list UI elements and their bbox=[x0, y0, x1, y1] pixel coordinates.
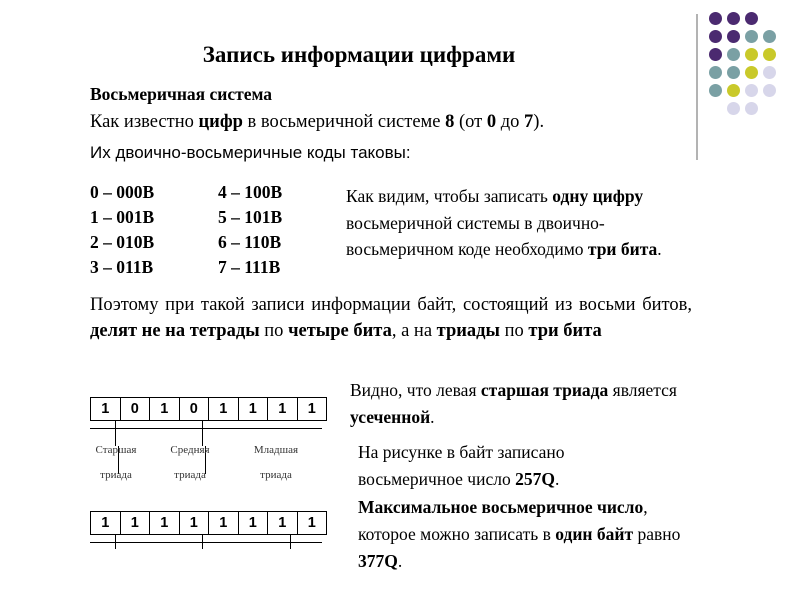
bit-cell: 0 bbox=[180, 398, 210, 420]
text-run: ). bbox=[533, 112, 545, 132]
decor-dot bbox=[745, 48, 758, 61]
decor-dot bbox=[727, 84, 740, 97]
note-truncated-triad bbox=[350, 377, 690, 431]
code-item: 0 – 000B bbox=[90, 182, 155, 202]
bit-cell: 1 bbox=[150, 512, 180, 534]
bit-cell: 1 bbox=[268, 398, 298, 420]
code-item: 6 – 110B bbox=[218, 232, 282, 252]
text-run: Видно, что левая bbox=[350, 380, 481, 400]
decor-dot bbox=[745, 12, 758, 25]
bit-cell: 1 bbox=[150, 398, 180, 420]
section-subtitle: Восьмеричная система bbox=[90, 84, 273, 104]
decor-dot bbox=[745, 102, 758, 115]
text-bold: триады bbox=[436, 321, 500, 341]
bit-cell: 1 bbox=[91, 512, 121, 534]
decor-dot bbox=[745, 66, 758, 79]
code-item: 7 – 111B bbox=[218, 257, 281, 277]
byte-table-1 bbox=[90, 397, 327, 421]
codes-row bbox=[90, 255, 282, 280]
text-run: , а на bbox=[391, 321, 437, 341]
bit-cell: 1 bbox=[239, 398, 269, 420]
text-bold: 377Q bbox=[358, 551, 398, 571]
decor-dot bbox=[709, 12, 722, 25]
note-octal-257 bbox=[358, 439, 658, 493]
text-bold: 7 bbox=[524, 112, 534, 132]
text-run: до bbox=[496, 112, 525, 132]
decor-dot bbox=[763, 84, 776, 97]
text-run: в восьмеричной системе bbox=[242, 112, 446, 132]
decor-dot bbox=[727, 12, 740, 25]
slide-title: Запись информации цифрами bbox=[202, 42, 516, 67]
text-run: по bbox=[259, 321, 289, 341]
decor-dot bbox=[709, 84, 722, 97]
triad-baseline bbox=[90, 542, 322, 543]
text-bold: 8 bbox=[445, 112, 455, 132]
codes-row bbox=[90, 205, 282, 230]
decor-dot bbox=[727, 48, 740, 61]
text-bold: 257Q bbox=[515, 469, 555, 489]
byte-table-2 bbox=[90, 511, 327, 535]
triad-label-senior bbox=[86, 438, 146, 488]
text-run: равно bbox=[633, 524, 681, 544]
triads-paragraph bbox=[90, 292, 692, 344]
decor-vertical-line bbox=[696, 14, 698, 160]
triad-divider bbox=[202, 535, 203, 549]
decor-dot bbox=[727, 30, 740, 43]
text-bold: четыре бита bbox=[288, 321, 392, 341]
bit-cell: 0 bbox=[121, 398, 151, 420]
text-run: Как видим, чтобы записать bbox=[346, 186, 553, 206]
text-line-digits bbox=[90, 112, 544, 133]
text-run: Поэтому при такой записи информации байт, состоящий из восьми битов, bbox=[90, 295, 692, 315]
bit-cell: 1 bbox=[91, 398, 121, 420]
code-item: 3 – 011B bbox=[90, 257, 154, 277]
triad-label-junior bbox=[246, 438, 306, 488]
text-bold: 0 bbox=[486, 112, 497, 132]
bit-cell: 1 bbox=[307, 401, 316, 417]
text-line-codes-intro: Их двоично-восьмеричные коды таковы: bbox=[90, 143, 411, 162]
triad-label-line: Средняя bbox=[170, 444, 210, 456]
codes-table bbox=[90, 180, 282, 280]
codes-row bbox=[90, 180, 282, 205]
code-item: 2 – 010B bbox=[90, 232, 155, 252]
triad-divider bbox=[290, 535, 291, 549]
text-run: На рисунке в байт записано восьмеричное число bbox=[358, 442, 565, 489]
text-run: . bbox=[430, 407, 435, 427]
bit-cell: 1 bbox=[307, 515, 316, 531]
bit-cell: 1 bbox=[180, 512, 210, 534]
bit-cell: 1 bbox=[209, 398, 239, 420]
triad-divider bbox=[115, 535, 116, 549]
triad-baseline bbox=[90, 428, 322, 429]
text-run: . bbox=[554, 469, 560, 489]
text-run: (от bbox=[454, 112, 487, 132]
bit-cell: 1 bbox=[239, 512, 269, 534]
text-run: . bbox=[397, 551, 403, 571]
code-item: 1 – 001B bbox=[90, 207, 155, 227]
text-bold: один байт bbox=[555, 524, 634, 544]
note-max-octal bbox=[358, 494, 693, 575]
text-run: является bbox=[608, 380, 677, 400]
decor-dot bbox=[727, 66, 740, 79]
triad-label-line: триада bbox=[174, 469, 206, 481]
triad-label-line: Младшая bbox=[253, 444, 299, 456]
decor-dot bbox=[763, 66, 776, 79]
decor-dot bbox=[763, 48, 776, 61]
text-run: , которое можно записать в bbox=[358, 497, 648, 544]
code-item: 4 – 100B bbox=[218, 182, 283, 202]
text-run: восьмеричной системы в двоично-восьмеричном коде необходимо bbox=[346, 212, 605, 259]
text-bold: одну цифру bbox=[552, 186, 644, 206]
bit-cell: 1 bbox=[121, 512, 151, 534]
bit-cell: 1 bbox=[209, 512, 239, 534]
codes-row bbox=[90, 230, 282, 255]
right-note bbox=[346, 183, 676, 263]
triad-label-line: триада bbox=[260, 469, 292, 481]
bit-cell: 1 bbox=[268, 512, 298, 534]
text-run: Как известно bbox=[90, 112, 199, 132]
text-bold: цифр bbox=[198, 112, 243, 132]
code-item: 5 – 101B bbox=[218, 207, 283, 227]
triad-label-middle bbox=[160, 438, 220, 488]
decor-dot bbox=[763, 30, 776, 43]
text-bold: усеченной bbox=[350, 407, 431, 427]
text-bold: старшая триада bbox=[480, 380, 609, 400]
text-bold: Максимальное восьмеричное число bbox=[358, 497, 644, 517]
decor-dot bbox=[727, 102, 740, 115]
text-bold: три бита bbox=[528, 321, 602, 341]
triad-label-line: триада bbox=[100, 469, 132, 481]
text-run: по bbox=[500, 321, 529, 341]
decor-dot bbox=[745, 84, 758, 97]
text-run: . bbox=[657, 239, 662, 259]
text-bold: делят не на тетрады bbox=[90, 321, 260, 341]
triad-label-line: Старшая bbox=[95, 444, 137, 456]
decor-dot bbox=[745, 30, 758, 43]
text-bold: три бита bbox=[587, 239, 658, 259]
